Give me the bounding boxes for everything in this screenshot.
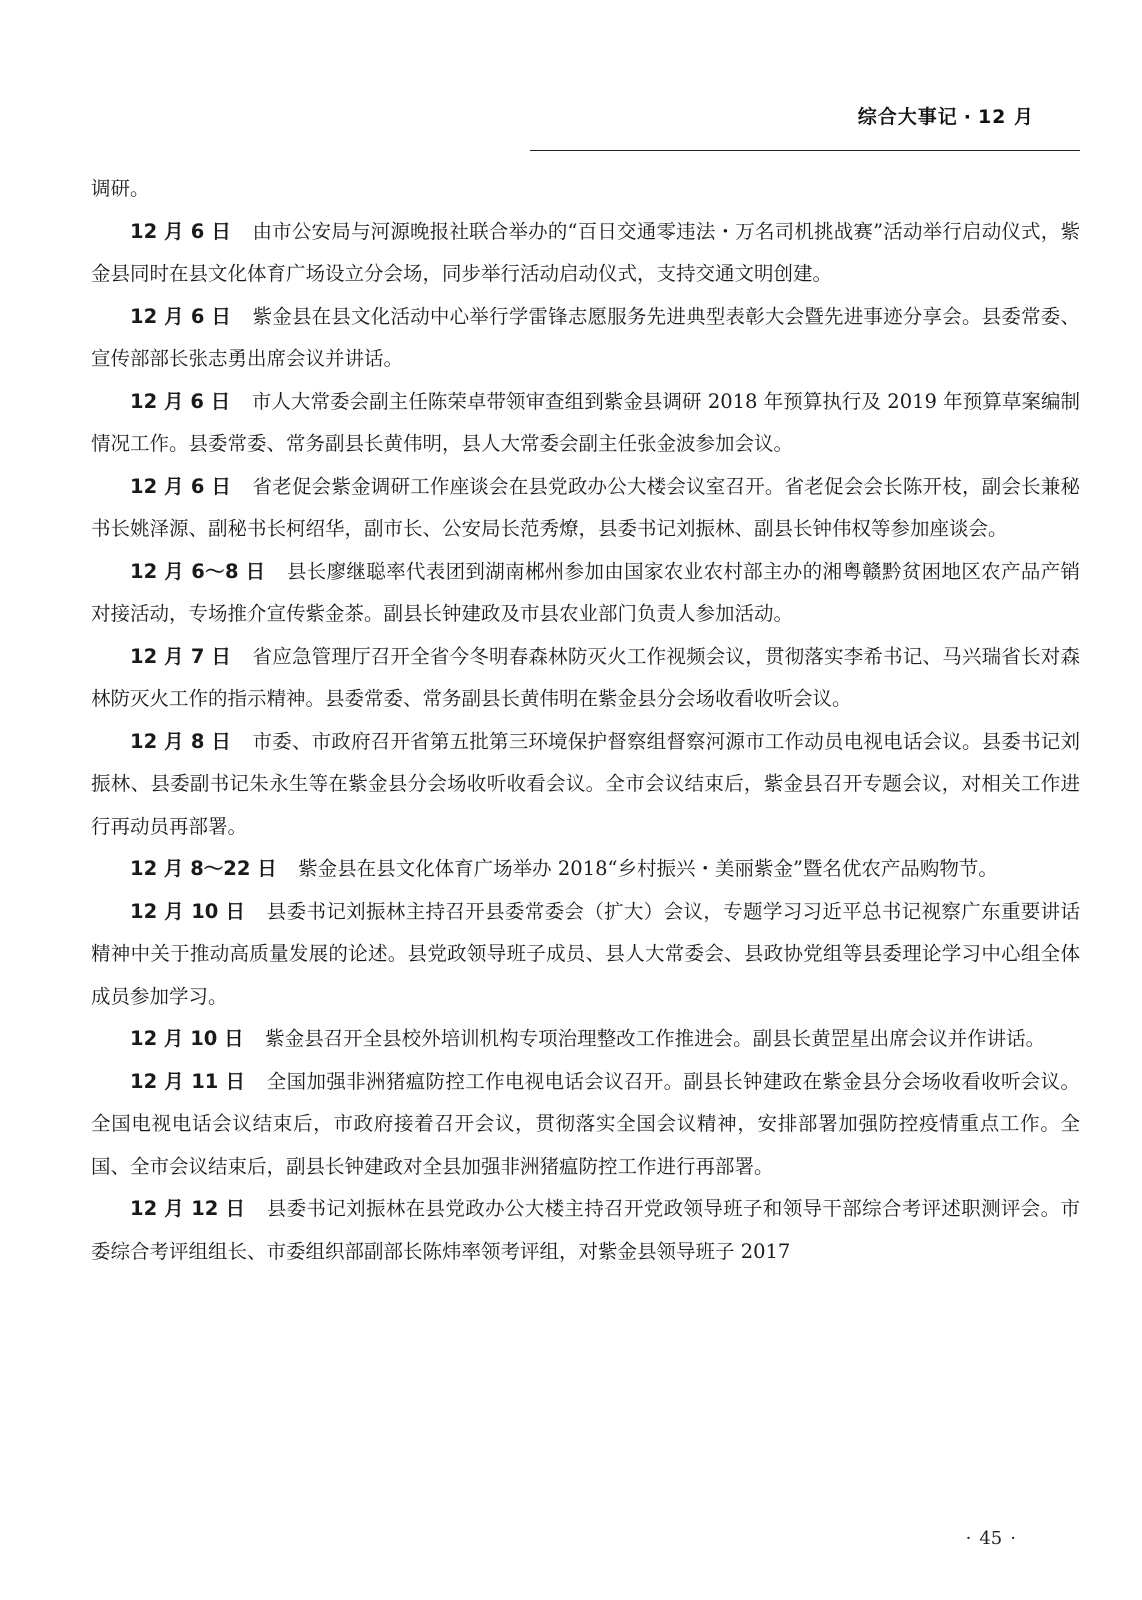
entry-text: 县长廖继聪率代表团到湖南郴州参加由国家农业农村部主办的湘粤赣黔贫困地区农产品产销对接活动，专场推介宣传紫金茶。副县长钟建政及市县农业部门负责人参加活动。 — [91, 559, 1080, 625]
entry-text: 市人大常委会副主任陈荣卓带领审查组到紫金县调研 2018 年预算执行及 2019 年预算草案编制情况工作。县委常委、常务副县长黄伟明，县人大常委会副主任张金波参加会议。 — [91, 389, 1081, 455]
entry-text: 紫金县在县文化活动中心举行学雷锋志愿服务先进典型表彰大会暨先进事迹分享会。县委常委、宣传部部长张志勇出席会议并讲话。 — [91, 304, 1080, 370]
chronicle-entry — [91, 891, 1080, 1019]
entry-text: 县委书记刘振林在县党政办公大楼主持召开党政领导班子和领导干部综合考评述职测评会。市委综合考评组组长、市委组织部副部长陈炜率领考评组，对紫金县领导班子 2017 — [91, 1197, 1080, 1263]
entry-text: 紫金县召开全县校外培训机构专项治理整改工作推进会。副县长黄罡星出席会议并作讲话。 — [265, 1027, 1046, 1050]
entry-text: 全国加强非洲猪瘟防控工作电视电话会议召开。副县长钟建政在紫金县分会场收看收听会议。全国电视电话会议结束后，市政府接着召开会议，贯彻落实全国会议精神，安排部署加强防控疫情重点工作。全国、全市会议结束后，副县长钟建政对全县加强非洲猪瘟防控工作进行再部署。 — [91, 1069, 1080, 1178]
entry-date: 12 月 11 日 — [130, 1069, 246, 1093]
header-separator: · — [963, 106, 972, 128]
chronicle-entry — [91, 1188, 1080, 1273]
entry-text: 紫金县在县文化体育广场举办 2018“乡村振兴・美丽紫金”暨名优农产品购物节。 — [298, 857, 998, 880]
chronicle-entry — [91, 1018, 1080, 1061]
page-number-dot-right: · — [1010, 1528, 1016, 1549]
entry-date: 12 月 6 日 — [130, 389, 231, 413]
chronicle-entry — [91, 636, 1080, 721]
entry-date: 12 月 6 日 — [130, 304, 232, 328]
entry-text: 市委、市政府召开省第五批第三环境保护督察组督察河源市工作动员电视电话会议。县委书记刘振林、县委副书记朱永生等在紫金县分会场收听收看会议。全市会议结束后，紫金县召开专题会议，对相关工作进行再动员再部署。 — [91, 729, 1080, 838]
entry-text: 县委书记刘振林主持召开县委常委会（扩大）会议，专题学习习近平总书记视察广东重要讲话精神中关于推动高质量发展的论述。县党政领导班子成员、县人大常委会、县政协党组等县委理论学习中心组全体成员参加学习。 — [91, 899, 1080, 1008]
chronicle-entry — [91, 551, 1080, 636]
entry-date: 12 月 8～22 日 — [130, 857, 277, 880]
entry-text: 省老促会紫金调研工作座谈会在县党政办公大楼会议室召开。省老促会会长陈开枝，副会长兼秘书长姚泽源、副秘书长柯绍华，副市长、公安局长范秀燎，县委书记刘振林、副县长钟伟权等参加座谈会。 — [91, 474, 1080, 540]
page-number — [958, 1528, 1024, 1549]
entry-text: 由市公安局与河源晚报社联合举办的“百日交通零违法・万名司机挑战赛”活动举行启动仪式，紫金县同时在县文化体育广场设立分会场，同步举行活动启动仪式，支持交通文明创建。 — [91, 219, 1080, 285]
entry-date: 12 月 6～8 日 — [130, 559, 266, 583]
running-header — [858, 102, 1034, 129]
page-number-value: 45 — [979, 1528, 1003, 1549]
header-month: 12 月 — [977, 106, 1034, 128]
entry-date: 12 月 7 日 — [130, 644, 232, 668]
chronicle-entry — [91, 211, 1080, 296]
header-rule — [530, 150, 1080, 151]
chronicle-entry — [91, 168, 1080, 211]
chronicle-entry — [91, 721, 1080, 849]
entry-date: 12 月 8 日 — [130, 729, 232, 753]
entry-date: 12 月 6 日 — [130, 474, 232, 498]
chronicle-entry — [91, 466, 1080, 551]
chronicle-entry — [91, 1061, 1080, 1189]
entry-date: 12 月 10 日 — [130, 1027, 244, 1050]
entry-date: 12 月 6 日 — [130, 219, 232, 243]
entry-date: 12 月 12 日 — [130, 1197, 246, 1220]
chronicle-entry — [91, 381, 1080, 466]
chronicle-entry — [91, 848, 1080, 891]
entry-text: 调研。 — [91, 177, 150, 200]
chronicle-entry — [91, 296, 1080, 381]
header-section-title: 综合大事记 — [857, 106, 958, 128]
page-number-dot-left: · — [965, 1528, 972, 1549]
entry-date: 12 月 10 日 — [130, 899, 246, 923]
chronicle-body — [91, 168, 1080, 1273]
entry-text: 省应急管理厅召开全省今冬明春森林防灭火工作视频会议，贯彻落实李希书记、马兴瑞省长对森林防灭火工作的指示精神。县委常委、常务副县长黄伟明在紫金县分会场收看收听会议。 — [91, 644, 1080, 710]
